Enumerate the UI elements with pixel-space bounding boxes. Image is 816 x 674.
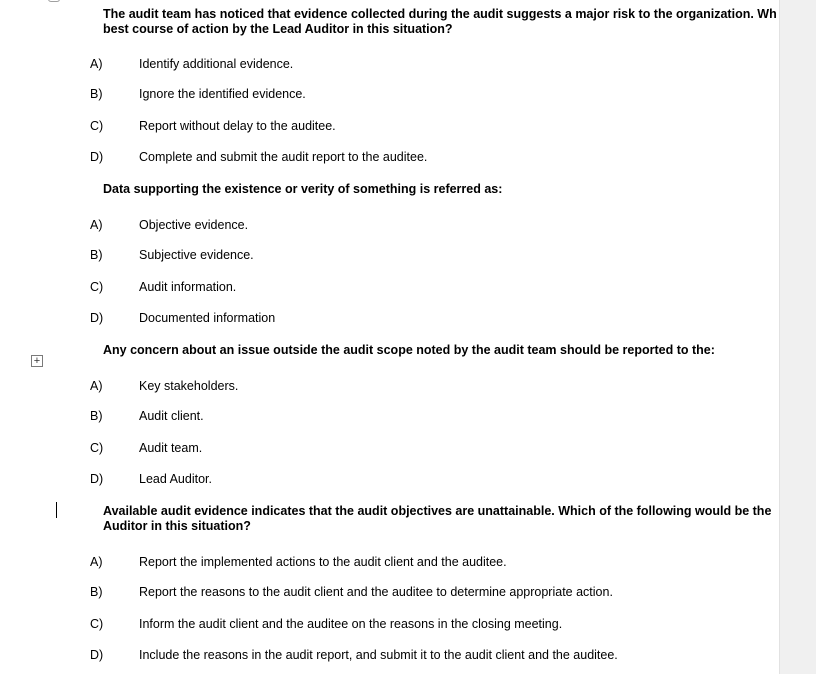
option-text: Report the implemented actions to the audit client and the auditee.	[139, 555, 507, 569]
option-letter: A)	[90, 379, 103, 393]
question-line: Data supporting the existence or verity of something is referred as:	[103, 182, 503, 196]
option-letter: D)	[90, 648, 104, 662]
text-cursor	[56, 502, 57, 518]
option-text: Report without delay to the auditee.	[139, 119, 336, 133]
option-letter: B)	[90, 87, 103, 101]
option-text: Subjective evidence.	[139, 248, 254, 262]
option-letter: B)	[90, 248, 103, 262]
option-letter: A)	[90, 218, 103, 232]
option-text: Ignore the identified evidence.	[139, 87, 306, 101]
question-line: Auditor in this situation?	[103, 519, 251, 533]
question-text	[103, 182, 779, 197]
option-text: Report the reasons to the audit client and the auditee to determine appropriate action.	[139, 585, 613, 599]
side-panel	[779, 0, 816, 674]
table-move-handle-icon[interactable]: +	[31, 355, 43, 367]
question-text	[103, 7, 779, 37]
option-text: Objective evidence.	[139, 218, 249, 232]
option-text: Identify additional evidence.	[139, 57, 294, 71]
question-line: Any concern about an issue outside the audit scope noted by the audit team should be reported to the:	[103, 343, 715, 357]
question-line: best course of action by the Lead Auditor in this situation?	[103, 22, 453, 36]
option-letter: D)	[90, 472, 104, 486]
option-letter: B)	[90, 585, 103, 599]
option-letter: C)	[90, 617, 104, 631]
option-text: Key stakeholders.	[139, 379, 239, 393]
option-text: Inform the audit client and the auditee on the reasons in the closing meeting.	[139, 617, 563, 631]
option-text: Lead Auditor.	[139, 472, 212, 486]
option-text: Audit team.	[139, 441, 203, 455]
option-text: Include the reasons in the audit report, and submit it to the audit client and the auditee.	[139, 648, 618, 662]
option-letter: C)	[90, 441, 104, 455]
option-text: Documented information	[139, 311, 276, 325]
option-letter: C)	[90, 280, 104, 294]
option-letter: B)	[90, 409, 103, 423]
option-letter: A)	[90, 57, 103, 71]
option-letter: A)	[90, 555, 103, 569]
option-text: Audit information.	[139, 280, 237, 294]
question-text	[103, 343, 779, 358]
option-letter: D)	[90, 311, 104, 325]
question-text	[103, 504, 779, 534]
table-corner-mark	[48, 0, 60, 2]
option-text: Audit client.	[139, 409, 204, 423]
option-text: Complete and submit the audit report to the auditee.	[139, 150, 428, 164]
option-letter: D)	[90, 150, 104, 164]
question-line: The audit team has noticed that evidence collected during the audit suggests a major risk to the organization. Wh	[103, 7, 777, 21]
option-letter: C)	[90, 119, 104, 133]
question-line: Available audit evidence indicates that the audit objectives are unattainable. Which of the following would be the	[103, 504, 772, 518]
